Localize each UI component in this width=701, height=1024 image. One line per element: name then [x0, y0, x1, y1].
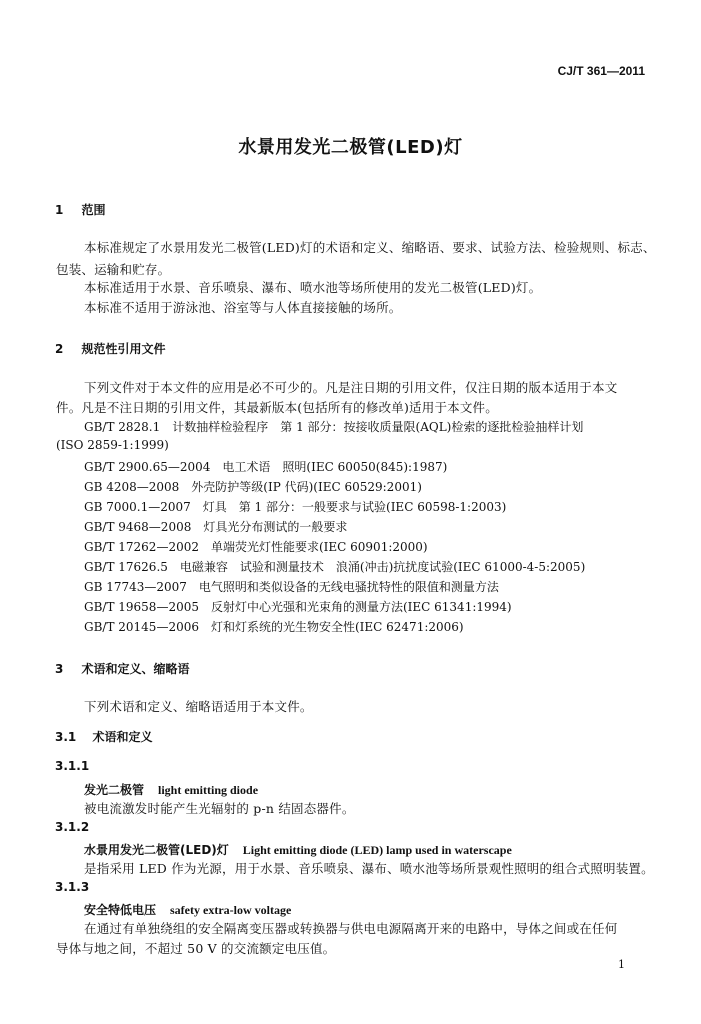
paragraph: 下列术语和定义、缩略语适用于本文件。: [84, 699, 313, 714]
term-number: 3.1.1: [55, 759, 90, 773]
paragraph: 件。凡是不注日期的引用文件，其最新版本(包括所有的修改单)适用于本文件。: [56, 400, 498, 415]
term-number: 3.1.3: [55, 880, 90, 894]
term-definition: 在通过有单独绕组的安全隔离变压器或转换器与供电电源隔离开来的电路中，导体之间或在任何: [84, 921, 618, 936]
paragraph: 包装、运输和贮存。: [56, 262, 171, 277]
reference-item: GB/T 20145—2006 灯和灯系统的光生物安全性(IEC 62471:2006): [84, 620, 464, 634]
reference-item: GB/T 2900.65—2004 电工术语 照明(IEC 60050(845):1987): [84, 460, 448, 474]
reference-item: GB/T 17626.5 电磁兼容 试验和测量技术 浪涌(冲击)抗扰度试验(IEC 61000-4-5:2005): [84, 560, 586, 574]
subsection-number: 3.1: [55, 730, 77, 744]
term-heading: [84, 839, 512, 858]
term-definition: 是指采用 LED 作为光源，用于水景、音乐喷泉、瀑布、喷水池等场所景观性照明的组合式照明装置。: [84, 861, 654, 876]
section-1-heading: [55, 201, 106, 218]
term-en: light emitting diode: [158, 783, 259, 797]
term-definition: 被电流激发时能产生光辐射的 p-n 结固态器件。: [84, 801, 355, 816]
reference-item: GB 7000.1—2007 灯具 第 1 部分：一般要求与试验(IEC 60598-1:2003): [84, 500, 507, 514]
term-number: 3.1.2: [55, 820, 90, 834]
reference-item: GB/T 17262—2002 单端荧光灯性能要求(IEC 60901:2000): [84, 540, 428, 554]
subsection-title: 术语和定义: [92, 730, 153, 744]
reference-item: GB 4208—2008 外壳防护等级(IP 代码)(IEC 60529:2001): [84, 480, 422, 494]
section-number: 2: [55, 342, 64, 356]
paragraph: 本标准不适用于游泳池、浴室等与人体直接接触的场所。: [84, 300, 402, 315]
reference-item: GB/T 2828.1 计数抽样检验程序 第 1 部分：按接收质量限(AQL)检索的逐批检验抽样计划: [84, 420, 584, 434]
subsection-heading: [55, 728, 152, 745]
document-title: 水景用发光二极管(LED)灯: [238, 137, 463, 158]
section-title: 规范性引用文件: [81, 342, 166, 356]
paragraph: 本标准适用于水景、音乐喷泉、瀑布、喷水池等场所使用的发光二极管(LED)灯。: [84, 280, 542, 295]
term-zh: 安全特低电压: [84, 903, 157, 917]
term-zh: 水景用发光二极管(LED)灯: [84, 843, 229, 857]
reference-item: (ISO 2859-1:1999): [56, 438, 169, 452]
term-heading: [84, 899, 291, 918]
paragraph: 本标准规定了水景用发光二极管(LED)灯的术语和定义、缩略语、要求、试验方法、检验规则、标志、: [84, 240, 656, 255]
term-en: safety extra-low voltage: [170, 903, 292, 917]
standard-number: CJ/T 361—2011: [557, 64, 645, 78]
paragraph: 下列文件对于本文件的应用是必不可少的。凡是注日期的引用文件，仅注日期的版本适用于本文: [84, 380, 618, 395]
section-number: 1: [55, 203, 64, 217]
reference-item: GB/T 9468—2008 灯具光分布测试的一般要求: [84, 520, 348, 534]
section-2-heading: [55, 340, 166, 357]
section-title: 术语和定义、缩略语: [81, 662, 190, 676]
term-heading: [84, 779, 258, 798]
term-definition: 导体与地之间，不超过 50 V 的交流额定电压值。: [56, 941, 336, 956]
section-number: 3: [55, 662, 64, 676]
section-3-heading: [55, 660, 190, 677]
term-en: Light emitting diode (LED) lamp used in waterscape: [242, 843, 512, 857]
term-zh: 发光二极管: [84, 783, 145, 797]
reference-item: GB/T 19658—2005 反射灯中心光强和光束角的测量方法(IEC 61341:1994): [84, 600, 512, 614]
section-title: 范围: [81, 203, 106, 217]
page-number: 1: [618, 958, 625, 971]
reference-item: GB 17743—2007 电气照明和类似设备的无线电骚扰特性的限值和测量方法: [84, 580, 499, 594]
